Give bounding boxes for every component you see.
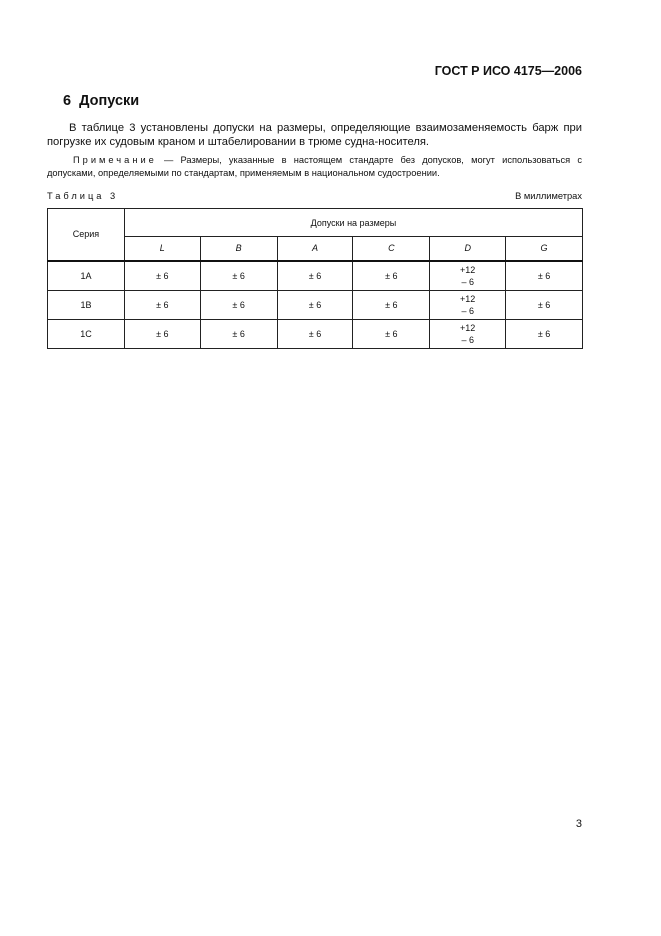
series-cell: 1B xyxy=(48,290,125,319)
header-col: A xyxy=(277,237,353,261)
note xyxy=(47,154,582,180)
cell-d xyxy=(430,290,506,319)
tolerance-cell: ± 6 xyxy=(506,319,583,348)
table-caption: Таблица 3 xyxy=(47,191,119,201)
tolerance-cell: ± 6 xyxy=(506,261,583,291)
tolerance-cell: ± 6 xyxy=(353,319,430,348)
paragraph-text: В таблице 3 установлены допуски на размеры, определяющие взаимозаменяемость барж при погрузке их судовым краном и штабелировании в трюме судна-носителя. xyxy=(47,122,582,148)
tolerance-cell: ± 6 xyxy=(353,290,430,319)
tolerance-cell: ± 6 xyxy=(277,290,353,319)
d-upper: +12 xyxy=(460,293,476,304)
header-col: L xyxy=(124,237,200,261)
d-lower: – 6 xyxy=(461,334,474,345)
page-number: 3 xyxy=(575,818,582,830)
tolerance-cell: ± 6 xyxy=(124,261,200,291)
series-cell: 1C xyxy=(48,319,125,348)
tolerance-cell: ± 6 xyxy=(124,319,200,348)
header-tolerances: Допуски на размеры xyxy=(124,209,582,237)
table-row xyxy=(48,290,583,319)
tolerance-cell: ± 6 xyxy=(200,261,277,291)
cell-d xyxy=(430,261,506,291)
header-col: G xyxy=(506,237,583,261)
tolerance-cell: ± 6 xyxy=(124,290,200,319)
table-row xyxy=(48,261,583,291)
d-upper: +12 xyxy=(460,322,476,333)
section-heading: 6 Допуски xyxy=(63,93,140,109)
header-col: B xyxy=(200,237,277,261)
series-cell: 1A xyxy=(48,261,125,291)
tolerance-table xyxy=(47,208,583,349)
table-row xyxy=(48,319,583,348)
body-paragraph xyxy=(47,121,582,149)
tolerance-cell: ± 6 xyxy=(200,319,277,348)
header-col: D xyxy=(430,237,506,261)
header-series: Серия xyxy=(48,209,125,261)
tolerance-cell: ± 6 xyxy=(200,290,277,319)
tolerance-cell: ± 6 xyxy=(506,290,583,319)
d-lower: – 6 xyxy=(461,305,474,316)
d-upper: +12 xyxy=(460,264,476,275)
header-col: C xyxy=(353,237,430,261)
d-lower: – 6 xyxy=(461,276,474,287)
note-text: — Размеры, указанные в настоящем стандарте без допусков, могут использоваться с допусками, определяемыми по стандартам, применяемым в национальном судостроении. xyxy=(47,155,582,178)
table-units: В миллиметрах xyxy=(515,191,582,201)
tolerance-cell: ± 6 xyxy=(353,261,430,291)
tolerance-cell: ± 6 xyxy=(277,261,353,291)
document-code: ГОСТ Р ИСО 4175—2006 xyxy=(434,64,582,78)
cell-d xyxy=(430,319,506,348)
note-label: Примечание xyxy=(73,155,157,165)
tolerance-cell: ± 6 xyxy=(277,319,353,348)
